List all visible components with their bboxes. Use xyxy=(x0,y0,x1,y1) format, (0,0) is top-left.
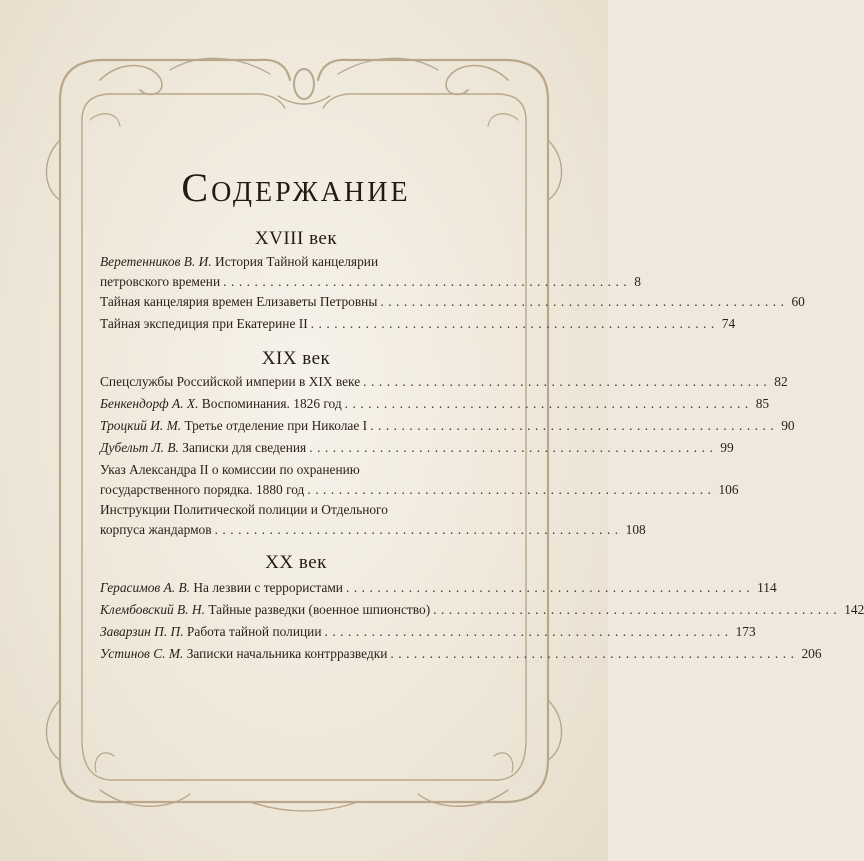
section-heading-xx: XX век xyxy=(265,552,327,573)
entry-author: Веретенников В. И. xyxy=(100,254,212,269)
entry-page: 106 xyxy=(718,482,739,497)
entry-page: 173 xyxy=(735,624,756,639)
entry-title: Записки начальника контрразведки xyxy=(186,646,388,661)
entry-title-line1: История Тайной канцелярии xyxy=(215,254,379,269)
entry-title-line2: государственного порядка. 1880 год xyxy=(100,482,305,497)
entry-author: Герасимов А. В. xyxy=(100,580,190,595)
entry-title: Третье отделение при Николае I xyxy=(184,418,368,433)
entry-title-line1: Указ Александра II о комиссии по охранению xyxy=(100,462,360,477)
entry-page: 82 xyxy=(774,374,788,389)
entry-author: Клембовский В. Н. xyxy=(100,602,205,617)
section-heading-xix: XIX век xyxy=(261,348,331,369)
entry-page: 99 xyxy=(720,440,734,455)
toc-entry[interactable]: Спецслужбы Российской империи в XIX веке .................................................... 82 xyxy=(100,372,492,392)
entry-title-line2: петровского времени xyxy=(100,274,221,289)
toc-entry[interactable]: Заварзин П. П. Работа тайной полиции .................................................... 173 xyxy=(100,622,492,642)
entry-page: 142 xyxy=(844,602,864,617)
entry-title: Работа тайной полиции xyxy=(186,624,322,639)
toc-entry[interactable]: Инструкции Политической полиции и Отдельного корпуса жандармов .................................................... 108 xyxy=(100,500,492,540)
entry-page: 108 xyxy=(625,522,646,537)
entry-title: Воспоминания. 1826 год xyxy=(201,396,342,411)
entry-title-line1: Инструкции Политической полиции и Отдельного xyxy=(100,502,388,517)
entry-page: 90 xyxy=(781,418,795,433)
entry-page: 114 xyxy=(757,580,777,595)
toc-entry[interactable]: Герасимов А. В. На лезвии с террористами .................................................... 114 xyxy=(100,578,492,598)
entry-page: 8 xyxy=(634,274,641,289)
entry-page: 85 xyxy=(755,396,770,411)
entry-author: Троцкий И. М. xyxy=(100,418,182,433)
entry-title: На лезвии с террористами xyxy=(193,580,343,595)
entry-author: Дубельт Л. В. xyxy=(100,440,179,455)
toc-entry[interactable]: Тайная канцелярия времен Елизаветы Петровны .................................................... 60 xyxy=(100,292,492,312)
toc-entry[interactable]: Устинов С. М. Записки начальника контрразведки .................................................... 206 xyxy=(100,644,492,664)
entry-title-line2: корпуса жандармов xyxy=(100,522,212,537)
toc-entry[interactable]: Указ Александра II о комиссии по охранению государственного порядка. 1880 год .................................................... 106 xyxy=(100,460,492,500)
entry-title: Тайная экспедиция при Екатерине II xyxy=(100,316,308,331)
entry-author: Бенкендорф А. Х. xyxy=(100,396,199,411)
entry-title: Записки для сведения xyxy=(182,440,307,455)
toc-entry[interactable]: Клембовский В. Н. Тайные разведки (военное шпионство) .................................................... 142 xyxy=(100,600,492,620)
toc-entry[interactable]: Веретенников В. И. История Тайной канцелярии петровского времени .................................................... 8 xyxy=(100,252,492,292)
entry-page: 60 xyxy=(791,294,805,309)
entry-title: Тайные разведки (военное шпионство) xyxy=(208,602,431,617)
toc-entry[interactable]: Тайная экспедиция при Екатерине II .................................................... 74 xyxy=(100,314,492,334)
entry-title: Спецслужбы Российской империи в XIX веке xyxy=(100,374,361,389)
entry-author: Устинов С. М. xyxy=(100,646,184,661)
section-heading-xviii: XVIII век xyxy=(254,228,338,249)
toc-entry[interactable]: Бенкендорф А. Х. Воспоминания. 1826 год .................................................... 85 xyxy=(100,394,492,414)
toc-entry[interactable]: Дубельт Л. В. Записки для сведения .................................................... 99 xyxy=(100,438,492,458)
entry-page: 206 xyxy=(801,646,822,661)
entry-author: Заварзин П. П. xyxy=(100,624,184,639)
page-title: Содержание xyxy=(181,165,411,210)
entry-title: Тайная канцелярия времен Елизаветы Петровны xyxy=(100,294,378,309)
entry-page: 74 xyxy=(721,316,736,331)
toc-entry[interactable]: Троцкий И. М. Третье отделение при Николае I .................................................... 90 xyxy=(100,416,492,436)
